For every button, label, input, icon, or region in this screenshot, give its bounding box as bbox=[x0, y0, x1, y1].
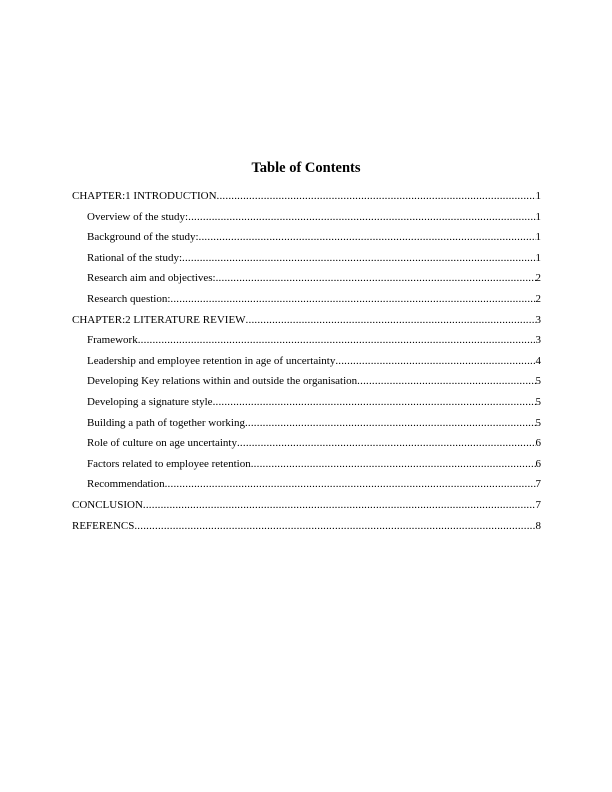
toc-page-number: 7 bbox=[535, 498, 541, 511]
toc-entry-conclusion[interactable] bbox=[72, 498, 541, 519]
toc-entry-label[interactable]: Research question: bbox=[87, 292, 171, 305]
toc-entry-label[interactable]: CONCLUSION bbox=[72, 498, 143, 511]
toc-dot-leader bbox=[182, 251, 535, 265]
toc-entry-label[interactable]: Developing Key relations within and outside the organisation bbox=[87, 375, 358, 388]
toc-list bbox=[72, 189, 541, 539]
toc-page-number: 5 bbox=[535, 395, 541, 408]
toc-entry-label[interactable]: Rational of the study: bbox=[87, 251, 183, 264]
toc-entry-label[interactable]: CHAPTER:2 LITERATURE REVIEW bbox=[72, 313, 246, 326]
toc-entry-references[interactable] bbox=[72, 519, 541, 540]
toc-dot-leader bbox=[335, 354, 535, 368]
toc-dot-leader bbox=[251, 457, 536, 471]
toc-page-number: 2 bbox=[535, 272, 541, 285]
toc-entry-leadership-retention[interactable] bbox=[72, 354, 541, 375]
toc-entry-chapter-2-literature-review[interactable] bbox=[72, 313, 541, 334]
toc-entry-key-relations[interactable] bbox=[72, 374, 541, 395]
toc-page-number: 1 bbox=[535, 210, 541, 223]
toc-dot-leader bbox=[213, 395, 536, 409]
toc-entry-overview[interactable] bbox=[72, 210, 541, 231]
toc-dot-leader bbox=[246, 313, 536, 327]
toc-entry-label[interactable]: Building a path of together working bbox=[87, 416, 245, 429]
toc-dot-leader bbox=[143, 498, 536, 512]
toc-page-number: 5 bbox=[535, 375, 541, 388]
toc-entry-rational[interactable] bbox=[72, 251, 541, 272]
toc-entry-label[interactable]: Developing a signature style bbox=[87, 395, 213, 408]
toc-page-number: 1 bbox=[535, 231, 541, 244]
toc-entry-label[interactable]: Research aim and objectives: bbox=[87, 272, 216, 285]
toc-page-number: 6 bbox=[535, 437, 541, 450]
toc-entry-research-aim[interactable] bbox=[72, 271, 541, 292]
toc-dot-leader bbox=[357, 374, 535, 388]
toc-dot-leader bbox=[165, 477, 536, 491]
toc-entry-label[interactable]: Overview of the study: bbox=[87, 210, 189, 223]
toc-page-number: 2 bbox=[535, 292, 541, 305]
toc-entry-label[interactable]: Factors related to employee retention bbox=[87, 457, 251, 470]
toc-dot-leader bbox=[188, 210, 535, 224]
toc-dot-leader bbox=[170, 292, 535, 306]
toc-entry-recommendation[interactable] bbox=[72, 477, 541, 498]
toc-entry-label[interactable]: Framework bbox=[87, 334, 138, 347]
toc-page-number: 3 bbox=[535, 334, 541, 347]
toc-page-number: 6 bbox=[535, 457, 541, 470]
toc-entry-label[interactable]: Recommendation bbox=[87, 478, 165, 491]
toc-page-number: 5 bbox=[535, 416, 541, 429]
toc-dot-leader bbox=[237, 436, 536, 450]
toc-page-number: 4 bbox=[535, 354, 541, 367]
toc-title: Table of Contents bbox=[251, 160, 361, 176]
toc-page-number: 8 bbox=[535, 519, 541, 532]
toc-entry-label[interactable]: CHAPTER:1 INTRODUCTION bbox=[72, 190, 217, 202]
toc-page-number: 3 bbox=[535, 313, 541, 326]
toc-dot-leader bbox=[245, 416, 536, 430]
toc-entry-label[interactable]: REFERENCS bbox=[72, 519, 135, 532]
toc-dot-leader bbox=[216, 271, 536, 285]
toc-entry-label[interactable]: Background of the study: bbox=[87, 231, 199, 244]
toc-entry-framework[interactable] bbox=[72, 333, 541, 354]
toc-entry-retention-factors[interactable] bbox=[72, 457, 541, 478]
toc-page-number: 7 bbox=[535, 478, 541, 491]
toc-entry-together-working[interactable] bbox=[72, 416, 541, 437]
toc-entry-background[interactable] bbox=[72, 230, 541, 251]
toc-dot-leader bbox=[138, 333, 536, 347]
toc-entry-role-of-culture[interactable] bbox=[72, 436, 541, 457]
toc-entry-label[interactable]: Role of culture on age uncertainty bbox=[87, 437, 237, 450]
toc-page-number: 1 bbox=[535, 251, 541, 264]
toc-entry-research-question[interactable] bbox=[72, 292, 541, 313]
toc-dot-leader bbox=[134, 519, 535, 533]
toc-dot-leader bbox=[199, 230, 536, 244]
toc-entry-label[interactable]: Leadership and employee retention in age of uncertainty bbox=[87, 354, 336, 367]
toc-dot-leader bbox=[217, 189, 536, 203]
toc-entry-signature-style[interactable] bbox=[72, 395, 541, 416]
toc-page-number: 1 bbox=[535, 190, 541, 202]
toc-entry-chapter-1-introduction[interactable] bbox=[72, 189, 541, 210]
